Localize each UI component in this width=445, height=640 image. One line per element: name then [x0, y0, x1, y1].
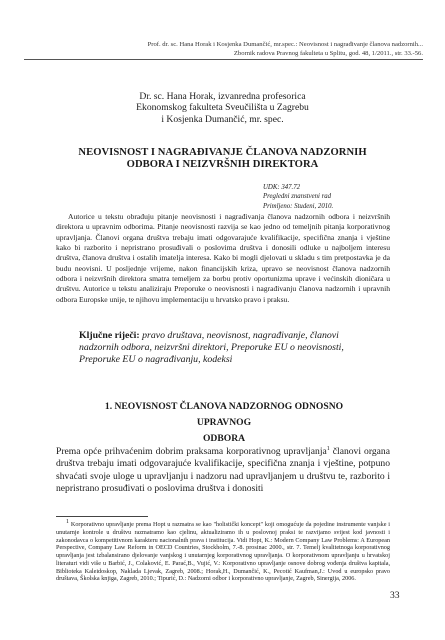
- running-header-line-2: Zbornik radova Pravnog fakulteta u Splitu, god. 48, 1/2011., str. 33.-56.: [233, 50, 423, 57]
- abstract: [56, 212, 390, 305]
- section-heading-line-2: ODBORA: [202, 433, 246, 444]
- running-header-line-1: Prof. dr. sc. Hana Horak i Kosjenka Dumančić, mr.spec.: Neovisnost i nagrađivanje članova nadzornih...: [147, 41, 423, 48]
- body-text: [56, 446, 390, 495]
- author-line-2: Ekonomskog fakulteta Sveučilišta u Zagrebu: [136, 102, 309, 114]
- abstract-text: Autorice u tekstu obrađuju pitanje neovisnosti i nagrađivanja članova nadzornih odbora i neizvršnih direktora u upravnim odborima. Pitanje neovisnosti razvija se kao jedno od temeljnih pitanja korporativnog upravljanja. Članovi organa društva trebaju imati odgovarajuće kvalifikacije, specifična znanja i vještine kako bi razborito i nepristrano prosuđivali o poslovima društva i donosili odluke u najboljem interesu društva, članova društva i ostalih imatelja interesa. Kako bi mogli djelovati u skladu s tim pretpostavka je da budu neovisni. U posljednje vrijeme, nakon financijskih kriza, upravo se neovisnost članova nadzornih odbora i neizvršnih direktora smatra temeljem za borbu protiv oportunizma uprave i većinskih dioničara u društvu. Autorice u tekstu analiziraju Preporuke o neovisnosti i nagrađivanju članova nadzornih i upravnih odbora Europske unije, te njihovu implementaciju u hrvatsko pravo i praksu.: [56, 212, 390, 304]
- running-header: [24, 40, 423, 58]
- keywords-block: [79, 330, 379, 366]
- body-text-start: Prema opće prihvaćenim dobrim praksama korporativnog upravljanja: [56, 446, 327, 457]
- page-number: 33: [390, 590, 400, 601]
- author-line-1: Dr. sc. Hana Horak, izvanredna profesorica: [139, 91, 306, 102]
- keywords-text: pravo društava, neovisnost, nagrađivanje, članovi nadzornih odbora, neizvršni direktori, Preporuke EU o neovisnosti, Preporuke EU o nagrađivanju, kodeksi: [79, 330, 344, 366]
- paper-title-line-1: NEOVISNOST I NAGRAĐIVANJE ČLANOVA NADZORNIH: [78, 147, 367, 158]
- paper-title: [30, 147, 415, 172]
- footnote-number: 1: [66, 518, 69, 525]
- footnote-reference[interactable]: 1: [326, 445, 330, 452]
- section-heading-line-1: 1. NEOVISNOST ČLANOVA NADZORNOG ODNOSNO UPRAVNOG: [104, 401, 344, 428]
- article-type: Pregledni znanstveni rad: [263, 193, 332, 201]
- section-heading: [80, 399, 368, 447]
- footnote-paragraph: [56, 518, 391, 583]
- article-metadata: [263, 183, 333, 211]
- footnote: [56, 518, 391, 583]
- body-text-continued: članovi organa društva trebaju imati odgovarajuće kvalifikacije, specifična znanja i vještine, potpuno shvaćati svoje uloge u upravljanju i nadzoru nad upravljanjem u društvu te, razborito i nepristrano prosuđivati o poslovima društva i donositi: [56, 446, 390, 494]
- author-line-3: i Kosjenka Dumančić, mr. spec.: [161, 113, 284, 125]
- author-block: [40, 91, 405, 125]
- paper-title-line-2: ODBORA I NEIZVRŠNIH DIREKTORA: [126, 159, 319, 171]
- footnote-text: Korporativno upravljanje prema Hopt u razmatra se kao "holistički koncept" koji omogućuje da pojedine instrumente vanjske i unutarnje kontrole u društvu razmatramo kao cjelinu, aktualiziramo ih u poslovnoj praksi te razvijamo svijest kod javnosti i zakonodavca o kompetitivnom karakteru nacionalnih prava i institucija. Vidi Hopt, K.: Modern Company Law Problems: A European Perspective, Company Law Reform in OECD Countries, Stockholm, 7.-8. prosinac 2000., str. 7. Temelj kvalitetnoga korporativnog upravljanja jest izbalansirano djelovanje vanjskog i unutarnjeg korporativnog upravljanja. O korporativnom upravljanju u hrvatskoj literaturi vidi više u Barbić, J., Colaković, E. Parać,B., Vujić, V.: Korporativno upravljanje osnove dobrog vođenja društva kapitala, Biblioteka Kaleidoskop, Naklada Ljevak, Zagreb, 2008.; Horak,H., Dumančić, K., Pecotić Kaufman,J.: Uvod u europsko pravo društava, Školska knjiga, Zagreb, 2010.; Tipurić, D.: Nadzorni odbor i korporativno upravljanje, Zagreb, Sinergija, 2006.: [56, 521, 391, 583]
- body-paragraph: [56, 446, 390, 495]
- header-rule: [24, 59, 423, 60]
- udk-code: UDK: 347.72: [263, 184, 301, 191]
- footnote-separator: [56, 516, 148, 517]
- keywords-label: Ključne riječi:: [79, 330, 140, 341]
- received-date: Primljeno: Studeni, 2010.: [263, 202, 334, 210]
